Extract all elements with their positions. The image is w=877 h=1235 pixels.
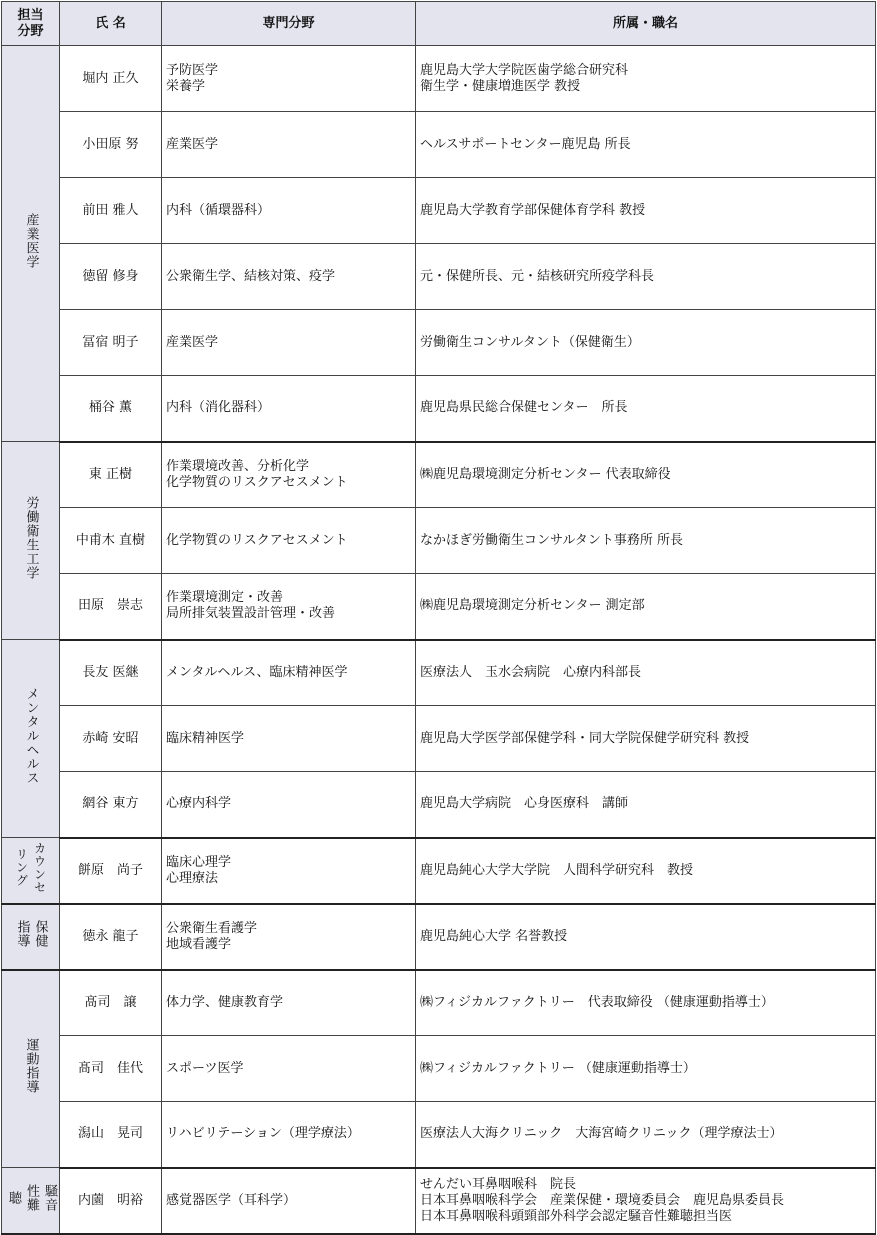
member-specialty (162, 376, 416, 442)
member-affiliation (416, 772, 876, 838)
member-name: 前田 雅人 (60, 178, 162, 244)
specialty-line: 心理療法 (166, 870, 219, 886)
member-name: 東 正樹 (60, 442, 162, 508)
affiliation-line: 鹿児島純心大学 名誉教授 (420, 928, 568, 944)
specialty-line: 臨床心理学 (166, 854, 232, 870)
field-cell (2, 442, 60, 640)
member-specialty (162, 970, 416, 1036)
field-cell (2, 970, 60, 1168)
member-specialty (162, 442, 416, 508)
member-name: 長友 医継 (60, 640, 162, 706)
table-row (2, 310, 876, 376)
member-affiliation (416, 46, 876, 112)
affiliation-line: ㈱フィジカルファクトリー （健康運動指導士） (420, 1060, 696, 1076)
field-cell (2, 46, 60, 442)
field-cell (2, 1168, 60, 1234)
specialty-line: 産業医学 (166, 334, 219, 350)
member-name: 潟山 晃司 (60, 1102, 162, 1168)
member-affiliation (416, 640, 876, 706)
member-name: 冨宿 明子 (60, 310, 162, 376)
specialty-line: 臨床精神医学 (166, 730, 245, 746)
member-affiliation (416, 508, 876, 574)
member-name: 小田原 努 (60, 112, 162, 178)
field-label: 産業医学 (23, 213, 39, 269)
affiliation-line: 鹿児島純心大学大学院 人間科学研究科 教授 (420, 862, 694, 878)
member-affiliation (416, 244, 876, 310)
member-specialty (162, 1102, 416, 1168)
affiliation-line: 日本耳鼻咽喉科学会 産業保健・環境委員会 鹿児島県委員長 (420, 1192, 785, 1208)
field-label: 保健指導 (14, 920, 48, 948)
member-specialty (162, 706, 416, 772)
affiliation-line: 鹿児島大学医学部保健学科・同大学院保健学研究科 教授 (420, 730, 750, 746)
affiliation-line: ㈱鹿児島環境測定分析センター 代表取締役 (420, 466, 671, 482)
member-specialty (162, 640, 416, 706)
member-specialty (162, 574, 416, 640)
specialty-line: 体力学、健康教育学 (166, 994, 284, 1010)
header-specialty: 専門分野 (162, 2, 416, 46)
table-row (2, 1168, 876, 1234)
member-name: 網谷 東方 (60, 772, 162, 838)
member-affiliation (416, 838, 876, 904)
table-row (2, 442, 876, 508)
member-specialty (162, 1036, 416, 1102)
member-affiliation (416, 1168, 876, 1234)
member-affiliation (416, 706, 876, 772)
expert-roster-table (1, 1, 876, 1235)
affiliation-line: なかほぎ労働衛生コンサルタント事務所 所長 (420, 532, 683, 548)
specialty-line: 地域看護学 (166, 936, 232, 952)
table-row (2, 46, 876, 112)
member-specialty (162, 178, 416, 244)
member-affiliation (416, 970, 876, 1036)
specialty-line: スポーツ医学 (166, 1060, 244, 1076)
member-specialty (162, 1168, 416, 1234)
specialty-line: 内科（消化器科） (166, 400, 271, 416)
table-row (2, 772, 876, 838)
member-name: 堀内 正久 (60, 46, 162, 112)
member-name: 中甫木 直樹 (60, 508, 162, 574)
affiliation-line: 元・保健所長、元・結核研究所疫学科長 (420, 268, 655, 284)
field-cell (2, 640, 60, 838)
table-row (2, 970, 876, 1036)
affiliation-line: 鹿児島大学病院 心身医療科 講師 (420, 796, 629, 812)
specialty-line: 作業環境測定・改善 (166, 590, 284, 606)
table-row (2, 904, 876, 970)
member-affiliation (416, 574, 876, 640)
member-specialty (162, 772, 416, 838)
table-row (2, 376, 876, 442)
affiliation-line: 医療法人大海クリニック 大海宮崎クリニック（理学療法士） (420, 1126, 783, 1142)
specialty-line: 化学物質のリスクアセスメント (166, 474, 348, 490)
header-name: 氏 名 (60, 2, 162, 46)
member-name: 餅原 尚子 (60, 838, 162, 904)
member-name: 桶谷 薫 (60, 376, 162, 442)
member-specialty (162, 244, 416, 310)
roster-body (2, 46, 876, 1234)
member-affiliation (416, 1036, 876, 1102)
member-specialty (162, 112, 416, 178)
header-affiliation: 所属・職名 (416, 2, 876, 46)
specialty-line: メンタルヘルス、臨床精神医学 (166, 664, 348, 680)
member-affiliation (416, 112, 876, 178)
affiliation-line: 鹿児島大学大学院医歯学総合研究科 (420, 62, 629, 78)
affiliation-line: 衛生学・健康増進医学 教授 (420, 78, 581, 94)
specialty-line: 化学物質のリスクアセスメント (166, 532, 348, 548)
member-name: 田原 崇志 (60, 574, 162, 640)
specialty-line: 公衆衛生学、結核対策、疫学 (166, 268, 336, 284)
member-affiliation (416, 904, 876, 970)
table-row (2, 706, 876, 772)
field-label: カウンセリング (14, 841, 47, 894)
table-row (2, 1102, 876, 1168)
member-affiliation (416, 310, 876, 376)
member-name: 徳留 修身 (60, 244, 162, 310)
specialty-line: 公衆衛生看護学 (166, 920, 258, 936)
specialty-line: 心療内科学 (166, 796, 232, 812)
specialty-line: リハビリテーション（理学療法） (166, 1126, 360, 1142)
specialty-line: 感覚器医学（耳科学） (166, 1192, 297, 1208)
affiliation-line: せんだい耳鼻咽喉科 院長 (420, 1176, 577, 1192)
affiliation-line: ㈱鹿児島環境測定分析センター 測定部 (420, 598, 645, 614)
table-row (2, 640, 876, 706)
table-row (2, 112, 876, 178)
member-specialty (162, 310, 416, 376)
table-row (2, 1036, 876, 1102)
affiliation-line: 労働衛生コンサルタント（保健衛生） (420, 334, 640, 350)
affiliation-line: 鹿児島大学教育学部保健体育学科 教授 (420, 202, 646, 218)
member-name: 内薗 明裕 (60, 1168, 162, 1234)
member-name: 徳永 龍子 (60, 904, 162, 970)
member-affiliation (416, 178, 876, 244)
field-label: 労働衛生工学 (23, 496, 39, 580)
member-affiliation (416, 376, 876, 442)
field-cell (2, 838, 60, 904)
table-row (2, 508, 876, 574)
table-row (2, 838, 876, 904)
table-row (2, 178, 876, 244)
specialty-line: 内科（循環器科） (166, 202, 271, 218)
member-affiliation (416, 1102, 876, 1168)
member-specialty (162, 838, 416, 904)
field-label: 騒音性難聴 (6, 1183, 57, 1212)
specialty-line: 予防医学 (166, 62, 219, 78)
member-name: 髙司 譲 (60, 970, 162, 1036)
member-specialty (162, 904, 416, 970)
table-header-row (2, 2, 876, 46)
table-row (2, 574, 876, 640)
affiliation-line: ㈱フィジカルファクトリー 代表取締役 （健康運動指導士） (420, 994, 774, 1010)
table-row (2, 244, 876, 310)
field-label: 運動指導 (23, 1038, 39, 1095)
field-cell (2, 904, 60, 970)
affiliation-line: 鹿児島県民総合保健センター 所長 (420, 400, 628, 416)
member-specialty (162, 508, 416, 574)
affiliation-line: 医療法人 玉水会病院 心療内科部長 (420, 664, 642, 680)
member-affiliation (416, 442, 876, 508)
specialty-line: 作業環境改善、分析化学 (166, 458, 310, 474)
affiliation-line: 日本耳鼻咽喉科頭頸部外科学会認定騒音性難聴担当医 (420, 1208, 733, 1224)
specialty-line: 栄養学 (166, 78, 206, 94)
member-name: 赤崎 安昭 (60, 706, 162, 772)
specialty-line: 産業医学 (166, 136, 219, 152)
specialty-line: 局所排気装置設計管理・改善 (166, 606, 336, 622)
field-label: メンタルヘルス (23, 687, 39, 785)
member-name: 髙司 佳代 (60, 1036, 162, 1102)
affiliation-line: ヘルスサポートセンター鹿児島 所長 (420, 136, 631, 152)
header-field: 担当分野 (2, 2, 60, 46)
member-specialty (162, 46, 416, 112)
